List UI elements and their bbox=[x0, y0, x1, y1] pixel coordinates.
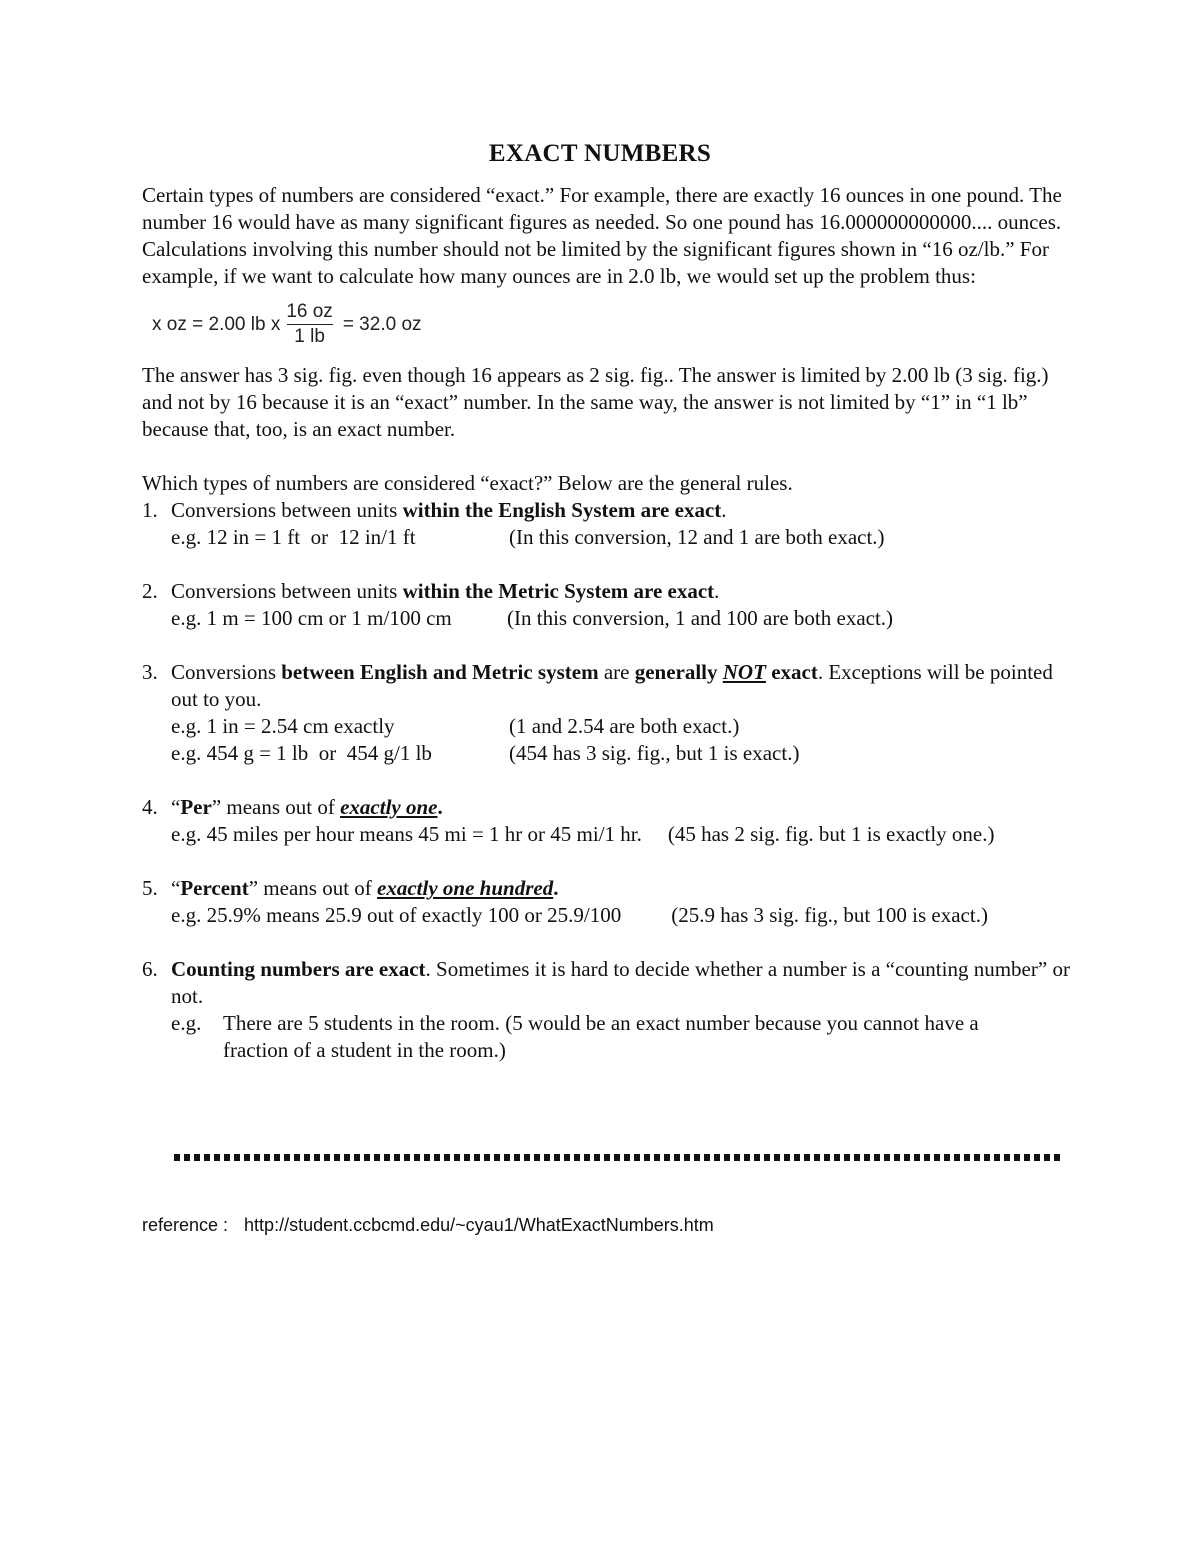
rule-number: 4. bbox=[142, 795, 158, 819]
rule-text: “ bbox=[171, 795, 181, 819]
reference-url[interactable]: http://student.ccbcmd.edu/~cyau1/WhatExactNumbers.htm bbox=[244, 1215, 714, 1235]
intro-paragraph: Certain types of numbers are considered “exact.” For example, there are exactly 16 ounces in one pound. The number 16 would have as many significant figures as needed. So one pound has 16.000000000000.... ounces. Calculations involving this number should not be limited by the significant figures shown in “16 oz/lb.” For example, if we want to calculate how many ounces are in 2.0 lb, we would set up the problem thus: bbox=[142, 183, 1062, 288]
rule-example bbox=[171, 821, 1082, 848]
rule-text: ” means out of bbox=[211, 795, 341, 819]
rule-statement bbox=[171, 578, 1082, 605]
rules-list bbox=[142, 497, 1082, 1064]
rule-item bbox=[142, 956, 1082, 1064]
example-note: (In this conversion, 1 and 100 are both exact.) bbox=[507, 606, 894, 630]
rule-item bbox=[142, 578, 1082, 632]
rule-emphasis: exact bbox=[765, 660, 818, 684]
fraction-numerator: 16 oz bbox=[286, 300, 333, 322]
rule-text: are bbox=[598, 660, 635, 684]
example-text: e.g. 25.9% means 25.9 out of exactly 100 or 25.9/100 bbox=[171, 903, 622, 927]
rule-text: . Exceptions will be pointed out to you. bbox=[171, 660, 1053, 711]
example-text: e.g. 1 in = 2.54 cm exactly bbox=[171, 714, 395, 738]
rule-text: Conversions between units bbox=[171, 579, 403, 603]
rule-example bbox=[171, 902, 1082, 929]
example-note: (In this conversion, 12 and 1 are both exact.) bbox=[509, 525, 885, 549]
rule-statement bbox=[171, 956, 1082, 1010]
rule-text: . bbox=[437, 795, 443, 819]
rule-example bbox=[171, 1010, 1082, 1064]
rule-statement bbox=[171, 794, 1082, 821]
rule-underlined-emphasis: exactly one hundred bbox=[377, 876, 554, 900]
not-emphasis: NOT bbox=[722, 660, 766, 684]
equation-lhs: x oz = 2.00 lb x bbox=[152, 313, 281, 335]
rule-item bbox=[142, 794, 1082, 848]
example-label: e.g. bbox=[171, 1011, 202, 1035]
page-title: EXACT NUMBERS bbox=[488, 140, 712, 167]
rule-item bbox=[142, 659, 1082, 767]
equation-rhs: = 32.0 oz bbox=[342, 313, 422, 335]
example-text: There are 5 students in the room. (5 would be an exact number because you cannot have a fraction of a student in the room.) bbox=[223, 1011, 979, 1062]
rules-intro: Which types of numbers are considered “exact?” Below are the general rules. bbox=[142, 471, 793, 495]
rule-example bbox=[171, 524, 1082, 551]
rule-emphasis: generally bbox=[634, 660, 718, 684]
equation-fraction bbox=[286, 300, 332, 349]
rule-number: 2. bbox=[142, 579, 158, 603]
dotted-divider bbox=[174, 1154, 1064, 1161]
rule-text: Conversions bbox=[171, 660, 282, 684]
explanation-paragraph: The answer has 3 sig. fig. even though 16 appears as 2 sig. fig.. The answer is limited by 2.00 lb (3 sig. fig.) and not by 16 because it is an “exact” number. In the same way, the answer is not limited by “1” in “1 lb” because that, too, is an exact number. bbox=[142, 363, 1049, 441]
example-text: e.g. 454 g = 1 lb or 454 g/1 lb bbox=[171, 741, 432, 765]
rule-item bbox=[142, 875, 1082, 929]
example-note: (1 and 2.54 are both exact.) bbox=[509, 714, 740, 738]
rule-emphasis: between English and Metric system bbox=[281, 660, 599, 684]
rule-text: “ bbox=[171, 876, 181, 900]
reference-line bbox=[142, 1212, 714, 1239]
document-page bbox=[142, 140, 1082, 1091]
rule-emphasis: Per bbox=[180, 795, 212, 819]
rule-number: 3. bbox=[142, 660, 158, 684]
example-text: e.g. 12 in = 1 ft or 12 in/1 ft bbox=[171, 525, 416, 549]
rule-text: ” means out of bbox=[248, 876, 378, 900]
rule-item bbox=[142, 497, 1082, 551]
rule-text: . bbox=[553, 876, 559, 900]
example-note: (45 has 2 sig. fig. but 1 is exactly one.) bbox=[667, 822, 995, 846]
rule-statement bbox=[171, 659, 1082, 713]
example-text: e.g. 45 miles per hour means 45 mi = 1 hr or 45 mi/1 hr. bbox=[171, 822, 642, 846]
rule-emphasis: within the English System are exact bbox=[402, 498, 722, 522]
rule-text: . bbox=[714, 579, 720, 603]
rule-example bbox=[171, 713, 1082, 740]
rule-example bbox=[171, 740, 1082, 767]
rule-number: 5. bbox=[142, 876, 158, 900]
example-note: (25.9 has 3 sig. fig., but 100 is exact.) bbox=[671, 903, 988, 927]
rule-text: Conversions between units bbox=[171, 498, 403, 522]
conversion-equation bbox=[152, 294, 1082, 354]
fraction-denominator: 1 lb bbox=[294, 325, 325, 347]
rule-emphasis: Percent bbox=[180, 876, 249, 900]
rule-statement bbox=[171, 875, 1082, 902]
rule-emphasis: Counting numbers are exact bbox=[171, 957, 426, 981]
reference-label: reference : bbox=[142, 1215, 229, 1235]
rule-example bbox=[171, 605, 1082, 632]
rule-statement bbox=[171, 497, 1082, 524]
rule-text: . bbox=[721, 498, 727, 522]
rule-number: 1. bbox=[142, 498, 158, 522]
rule-text: . Sometimes it is hard to decide whether a number is a “counting number” or not. bbox=[171, 957, 1070, 1008]
rule-emphasis: within the Metric System are exact bbox=[402, 579, 715, 603]
rule-underlined-emphasis: exactly one bbox=[340, 795, 438, 819]
example-note: (454 has 3 sig. fig., but 1 is exact.) bbox=[509, 741, 800, 765]
example-text: e.g. 1 m = 100 cm or 1 m/100 cm bbox=[171, 606, 452, 630]
rule-number: 6. bbox=[142, 957, 158, 981]
